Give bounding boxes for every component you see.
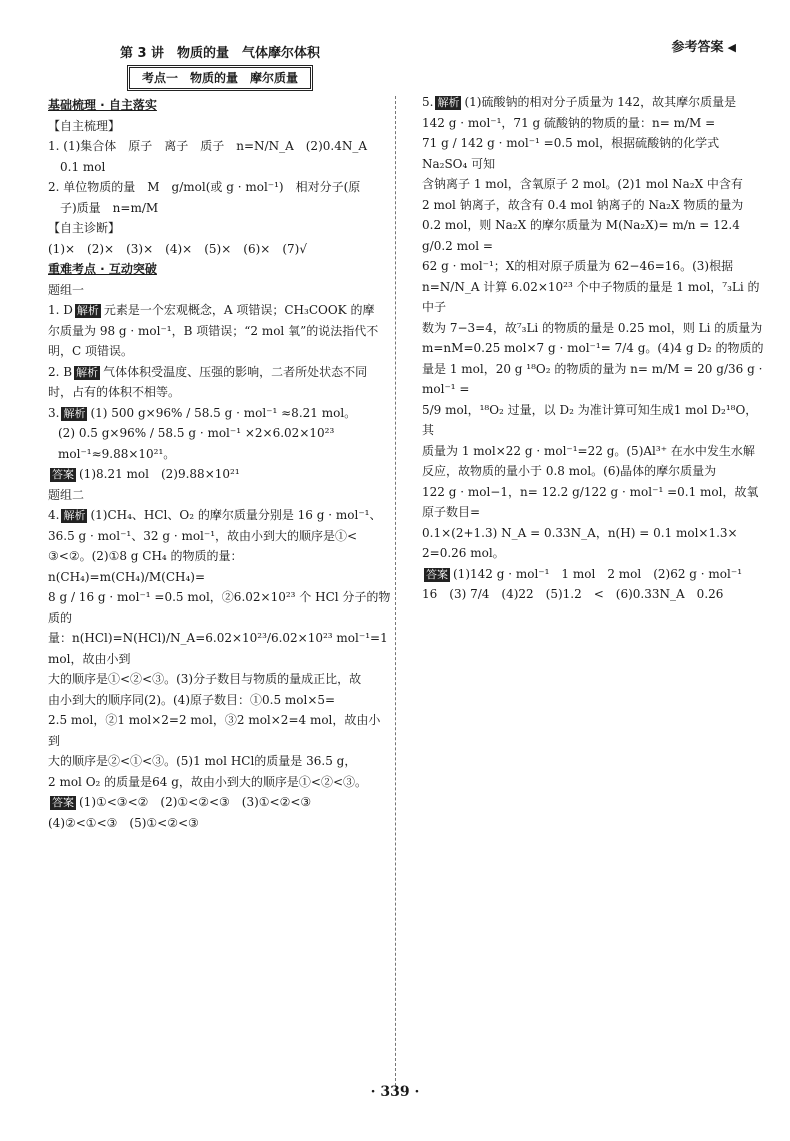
text-line: 元素是一个宏观概念，A 项错误；CH₃COOK 的摩 <box>103 303 375 317</box>
left-column <box>48 44 392 833</box>
daan-tag: 答案 <box>52 796 74 809</box>
text-line: 含钠离子 1 mol，含氧原子 2 mol。(2)1 mol Na₂X 中含有 <box>422 177 743 191</box>
answer-line <box>48 792 392 813</box>
text-line: 量：n(HCl)=N(HCl)/N_A=6.02×10²³/6.02×10²³ mol⁻¹=1 mol，故由小到 <box>48 631 388 666</box>
text-line: 量是 1 mol，20 g ¹⁸O₂ 的物质的量为 n= m/M = 20 g/36 g · mol⁻¹ = <box>422 361 763 396</box>
answer-line <box>48 464 392 485</box>
text-line: 质量为 1 mol×22 g · mol⁻¹=22 g。(5)Al³⁺ 在水中发生水解 <box>422 443 755 458</box>
answer-line <box>422 564 766 585</box>
text-line: 气体体积受温度、压强的影响，二者所处状态不同 <box>103 364 368 379</box>
daan-tag: 答案 <box>52 468 74 481</box>
text-line: 0.1×(2+1.3) N_A = 0.33N_A，n(H) = 0.1 mol×1.3× <box>422 525 738 540</box>
jiexi-tag: 解析 <box>437 96 460 109</box>
text-line: 时，占有的体积不相等。 <box>48 385 181 399</box>
text-line: 2 mol 钠离子，故含有 0.4 mol 钠离子的 Na₂X 物质的量为 <box>422 197 744 212</box>
text-line: (2) 0.5 g×96% / 58.5 g · mol⁻¹ ×2×6.02×10²³ mol⁻¹≈9.88×10²¹。 <box>58 426 335 461</box>
text-line: 2=0.26 mol。 <box>422 546 505 560</box>
answer-line <box>48 300 392 321</box>
text-line: (1)CH₄、HCl、O₂ 的摩尔质量分别是 16 g · mol⁻¹、 <box>90 508 382 522</box>
jiexi-tag: 解析 <box>63 406 86 420</box>
text-line: 数为 7−3=4，故⁷₃Li 的物质的量是 0.25 mol，则 Li 的质量为 <box>422 320 763 335</box>
subsection-title: 【自主梳理】 <box>48 118 121 133</box>
text-line: 大的顺序是①<②<③。(3)分子数目与物质的量成正比，故 <box>48 672 362 686</box>
group-title: 题组一 <box>48 282 85 297</box>
lesson-title: 第 3 讲 物质的量 气体摩尔体积 <box>119 46 321 61</box>
text-line: 反应，故物质的量小于 0.8 mol。(6)晶体的摩尔质量为 <box>422 464 717 478</box>
column-divider <box>395 96 396 1091</box>
header-title: 参考答案 <box>671 40 724 55</box>
right-column <box>422 92 766 605</box>
kaodian-box: 考点一 物质的量 摩尔质量 <box>129 67 311 90</box>
daan-tag: 答案 <box>426 567 448 581</box>
text-line: 8 g / 16 g · mol⁻¹ =0.5 mol，②6.02×10²³ 个 HCl 分子的物质的 <box>48 590 391 625</box>
text-line: (1)× (2)× (3)× (4)× (5)× (6)× (7)√ <box>48 241 307 256</box>
text-line: (1)①<③<② (2)①<②<③ (3)①<②<③ <box>79 795 312 809</box>
text-line: 71 g / 142 g · mol⁻¹ =0.5 mol，根据硫酸钠的化学式 Na₂SO₄ 可知 <box>422 136 720 171</box>
answer-line <box>48 362 392 383</box>
question-number: 2. B <box>48 364 73 379</box>
text-line: 122 g · mol−1，n= 12.2 g/122 g · mol⁻¹ =0.1 mol，故氧原子数目= <box>422 484 759 519</box>
jiexi-tag: 解析 <box>63 509 86 522</box>
text-line: 2.5 mol，②1 mol×2=2 mol，③2 mol×2=4 mol，故由小到 <box>48 713 381 748</box>
text-line: n=N/N_A 计算 6.02×10²³ 个中子物质的量是 1 mol，⁷₃Li 的中子 <box>422 279 760 314</box>
text-line: 62 g · mol⁻¹；X的相对原子质量为 62−46=16。(3)根据 <box>422 259 734 273</box>
text-line: 36.5 g · mol⁻¹、32 g · mol⁻¹，故由小到大的顺序是①< <box>48 528 358 543</box>
text-line: 0.2 mol，则 Na₂X 的摩尔质量为 M(Na₂X)= m/n = 12.4 g/0.2 mol = <box>422 218 740 253</box>
text-line: (1)硫酸钠的相对分子质量为 142，故其摩尔质量是 <box>464 95 737 109</box>
question-number: 1. D <box>48 303 73 317</box>
answer-line <box>48 505 392 526</box>
page-number: · 339 · <box>370 1084 420 1100</box>
text-line: (4)②<①<③ (5)①<②<③ <box>48 815 199 830</box>
text-line: 子)质量 n=m/M <box>48 200 159 215</box>
text-line: 142 g · mol⁻¹，71 g 硫酸钠的物质的量：n= m/M = <box>422 115 716 130</box>
question-number: 5. <box>422 95 434 109</box>
text-line: m=nM=0.25 mol×7 g · mol⁻¹= 7/4 g。(4)4 g D₂ 的物质的 <box>422 341 764 355</box>
text-line: ③<②。(2)①8 g CH₄ 的物质的量：n(CH₄)=m(CH₄)/M(CH₄)= <box>48 549 243 584</box>
text-line: 尔质量为 98 g · mol⁻¹，B 项错误；“2 mol 氧”的说法指代不 <box>48 323 379 338</box>
text-line: 0.1 mol <box>48 159 106 174</box>
jiexi-tag: 解析 <box>76 365 99 379</box>
text-line: 明，C 项错误。 <box>48 344 133 358</box>
question-number: 3. <box>48 405 60 420</box>
text-line: 5/9 mol，¹⁸O₂ 过量，以 D₂ 为准计算可知生成1 mol D₂¹⁸O，其 <box>422 402 758 437</box>
page-body <box>42 44 764 1084</box>
text-line: 16 (3) 7/4 (4)22 (5)1.2 < (6)0.33N_A 0.26 <box>422 587 724 601</box>
text-line: (1) 500 g×96% / 58.5 g · mol⁻¹ ≈8.21 mol。 <box>90 405 357 420</box>
text-line: (1)142 g · mol⁻¹ 1 mol 2 mol (2)62 g · mol⁻¹ <box>453 566 743 581</box>
question-number: 4. <box>48 508 60 522</box>
jiexi-tag: 解析 <box>76 304 99 317</box>
text-line: 1. (1)集合体 原子 离子 质子 n=N/N_A (2)0.4N_A <box>48 139 368 153</box>
text-line: 大的顺序是②<①<③。(5)1 mol HCl的质量是 36.5 g， <box>48 754 357 768</box>
text-line: 2 mol O₂ 的质量是64 g，故由小到大的顺序是①<②<③。 <box>48 774 368 789</box>
section-title: 基础梳理 · 自主落实 <box>48 98 157 112</box>
subsection-title: 【自主诊断】 <box>48 221 121 235</box>
text-line: (1)8.21 mol (2)9.88×10²¹ <box>79 467 240 481</box>
answer-line <box>48 403 392 424</box>
group-title: 题组二 <box>48 487 85 502</box>
section-title: 重难考点 · 互动突破 <box>48 262 157 276</box>
text-line: 由小到大的顺序同(2)。(4)原子数目：①0.5 mol×5= <box>48 692 336 707</box>
text-line: 2. 单位物质的量 M g/mol(或 g · mol⁻¹) 相对分子(原 <box>48 180 361 194</box>
answer-line <box>422 92 766 113</box>
header-arrow-icon: ◀ <box>727 41 736 54</box>
